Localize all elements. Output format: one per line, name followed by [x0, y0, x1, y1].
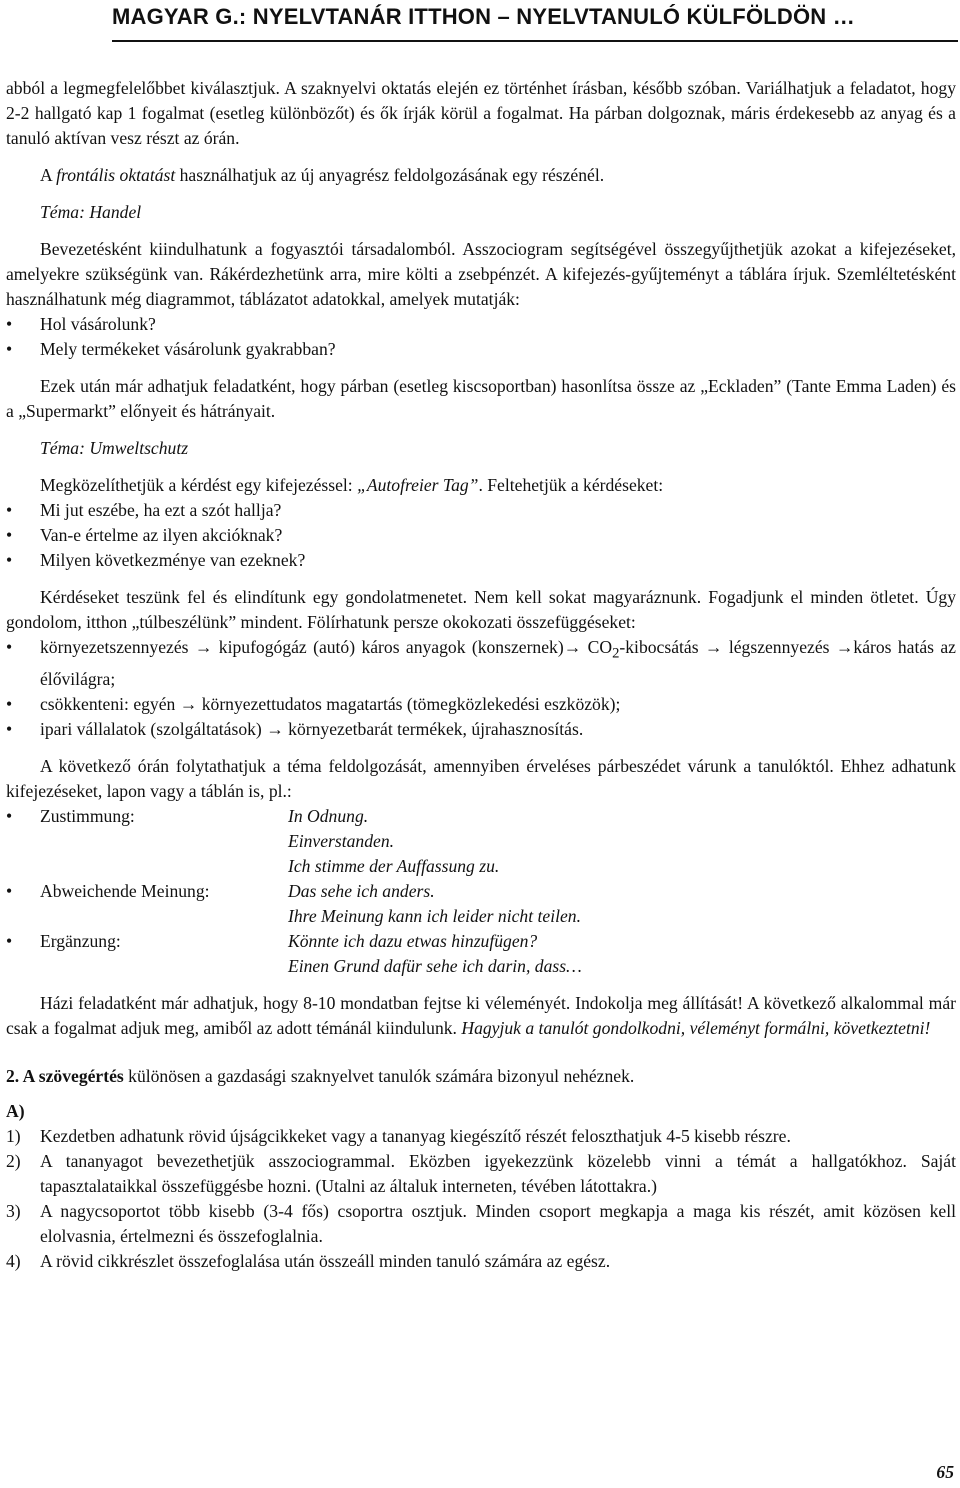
phrase-zustimmung-3: Ich stimme der Auffassung zu.	[288, 855, 500, 876]
intro-paragraph: abból a legmegfelelőbbet kiválasztjuk. A szaknyelvi oktatás elején ez történhet írásban, később szóban. Variálhatjuk a feladatot, hogy 2-2 hallgató kap 1 fogalmat (esetleg különbözőt) és ők írják körül a fogalmat. Ha párban dolgoznak, máris érdekesebb az anyag és a tanuló aktívan vesz részt az órán.	[6, 78, 956, 148]
step-2: 2) A tananyagot bevezethetjük asszociogrammal. Eközben igyekezzünk közelebb vinni a témát a hallgatókhoz. Saját tapasztalataikkal összefüggésbe hozni. (Utalni az általuk interneten, tévében látottakra.)	[6, 1150, 956, 1196]
phrase-zustimmung-2: Einverstanden.	[288, 830, 395, 851]
topic-handel-label: Téma: Handel	[40, 202, 142, 222]
header-rule	[112, 40, 958, 42]
running-header: MAGYAR G.: NYELVTANÁR ITTHON – NYELVTANULÓ KÜLFÖLDÖN …	[112, 4, 855, 29]
cause-item-2: • csökkenteni: egyén → környezettudatos magatartás (tömegközlekedési eszközök);	[6, 692, 956, 717]
part-a-label: A)	[6, 1100, 25, 1121]
umwelt-bullet-3: • Milyen következménye van ezeknek?	[6, 548, 956, 573]
phrase-abweichend-2: Ihre Meinung kann ich leider nicht teilen.	[288, 905, 581, 926]
frontal-paragraph: A frontális oktatást használhatjuk az új anyagrész feldolgozásának egy részénél.	[40, 165, 605, 185]
umwelt-bullet-1: • Mi jut eszébe, ha ezt a szót hallja?	[6, 498, 956, 523]
homework-paragraph: Házi feladatként már adhatjuk, hogy 8-10 mondatban fejtse ki véleményét. Indokolja meg állítását! A következő alkalommal már csak a fogalmat adjuk meg, amiből az adott témánál kiindulunk. Hagyjuk a tanulót gondolkodni, véleményt formálni, következtetni!	[6, 992, 956, 1038]
phrase-ergaenzung-2: Einen Grund dafür sehe ich darin, dass…	[288, 955, 582, 976]
page-number: 65	[936, 1462, 954, 1482]
phrase-ergaenzung: • Ergänzung: Könnte ich dazu etwas hinzufügen?	[6, 929, 956, 954]
phrase-abweichend: • Abweichende Meinung: Das sehe ich anders.	[6, 879, 956, 904]
body-text	[6, 76, 956, 1274]
cause-item-1: • környezetszennyezés → kipufogógáz (autó) káros anyagok (konszernek)→ $CO_2$-kibocsátás → légszennyezés →káros hatás az élővilágra;	[6, 635, 956, 692]
handel-after-paragraph: Ezek után már adhatjuk feladatként, hogy párban (esetleg kiscsoportban) hasonlítsa össze az „Eckladen” (Tante Emma Laden) és a „Supermarkt” előnyeit és hátrányait.	[6, 376, 956, 421]
umwelt-paragraph: Kérdéseket teszünk fel és elindítunk egy gondolatmenetet. Nem kell sokat magyaráznunk. Fogadjunk el minden ötletet. Úgy gondolom, itthon „túlbeszélünk” mindent. Fölírhatunk persze okokozati összefüggéseket:	[6, 587, 956, 632]
umwelt-lead: Megközelíthetjük a kérdést egy kifejezéssel: „Autofreier Tag”. Feltehetjük a kérdéseket:	[40, 475, 664, 495]
umwelt-bullet-2: • Van-e értelme az ilyen akcióknak?	[6, 523, 956, 548]
step-4: 4) A rövid cikkrészlet összefoglalása után összeáll minden tanuló számára az egész.	[6, 1250, 611, 1271]
cause-item-3: • ipari vállalatok (szolgáltatások) → környezetbarát termékek, újrahasznosítás.	[6, 717, 956, 742]
topic-umweltschutz-label: Téma: Umweltschutz	[40, 438, 189, 458]
next-lesson-paragraph: A következő órán folytathatjuk a téma feldolgozását, amennyiben érveléses párbeszédet várunk a tanulóktól. Ehhez adhatunk kifejezéseket, lapon vagy a táblán is, pl.:	[6, 755, 956, 801]
phrase-zustimmung: • Zustimmung: In Odnung.	[6, 804, 956, 829]
step-3: 3) A nagycsoportot több kisebb (3-4 fős) csoportra osztjuk. Minden csoport megkapja a maga kis részét, amit közösen kell elolvasnia, értelmezni és összefoglalnia.	[6, 1200, 956, 1246]
step-1: 1) Kezdetben adhatunk rövid újságcikkeket vagy a tananyag kiegészítő részét feloszthatjuk 4-5 kisebb részre.	[6, 1125, 791, 1146]
handel-paragraph: Bevezetésként kiindulhatunk a fogyasztói társadalomból. Asszociogram segítségével összegyűjthetjük azokat a kifejezéseket, amelyekre szükségünk van. Rákérdezhetünk arra, mire költi a zsebpénzét. A kifejezés-gyűjteményt a táblára írjuk. Szemléltetésként használhatunk még diagrammot, táblázatot adatokkal, amelyek mutatják:	[6, 239, 956, 309]
handel-bullet-2: • Mely termékeket vásárolunk gyakrabban?	[6, 337, 956, 362]
handel-bullet-1: • Hol vásárolunk?	[6, 312, 956, 337]
section-2-heading: 2. A szövegértés különösen a gazdasági szaknyelvet tanulók számára bizonyul nehéznek.	[6, 1065, 635, 1086]
